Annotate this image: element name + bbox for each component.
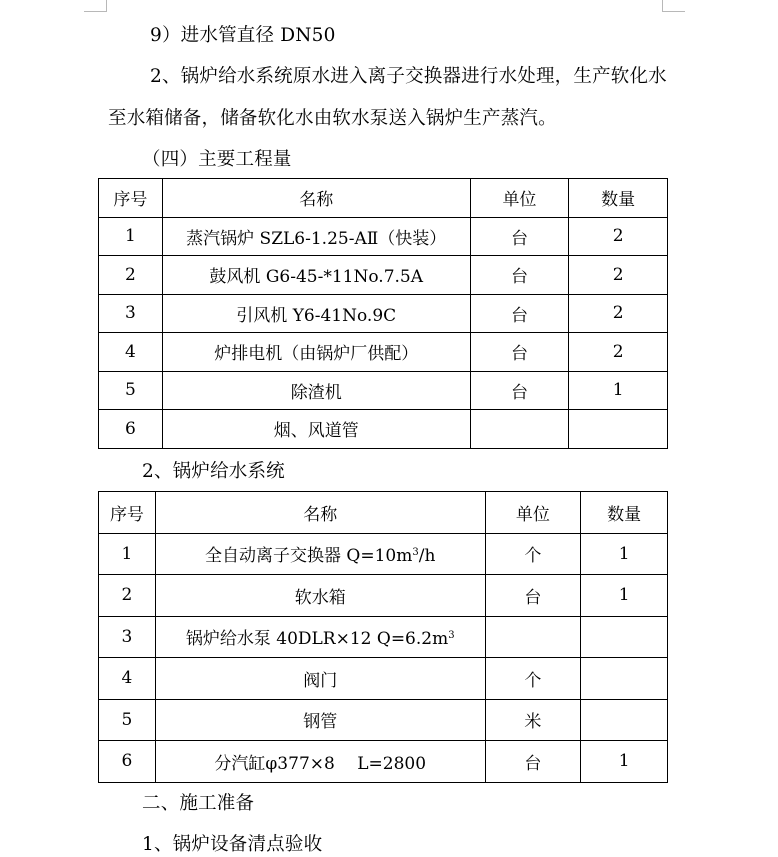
- cell-index: 2: [99, 575, 156, 617]
- table-row: [99, 217, 668, 256]
- cell-quantity: 2: [569, 333, 668, 372]
- cell-unit: 个: [485, 533, 581, 575]
- page-corner-mark-left: [84, 0, 107, 12]
- table-header-row: [99, 179, 668, 218]
- cell-name: 软水箱: [155, 575, 485, 617]
- cell-name: 炉排电机（由锅炉厂供配）: [162, 333, 470, 372]
- cell-index: 5: [99, 371, 163, 410]
- cell-unit: 台: [485, 575, 581, 617]
- cell-name: [155, 616, 485, 658]
- cell-quantity: 1: [581, 575, 668, 617]
- table-row: [99, 699, 668, 741]
- cell-name: 分汽缸φ377×8 L=2800: [155, 741, 485, 783]
- cell-unit: 台: [470, 371, 569, 410]
- unit-per-hour: /h: [418, 546, 436, 567]
- section-heading-quantities: （四）主要工程量: [142, 149, 292, 170]
- cell-index: 2: [99, 256, 163, 295]
- cell-unit: 台: [470, 217, 569, 256]
- cell-unit: 台: [485, 741, 581, 783]
- cell-quantity: [581, 699, 668, 741]
- paragraph-equipment-check: 1、锅炉设备清点验收: [142, 834, 323, 855]
- cell-name: 钢管: [155, 699, 485, 741]
- cell-quantity: 2: [569, 256, 668, 295]
- table-row: [99, 658, 668, 700]
- section-heading-preparation: 二、施工准备: [142, 793, 255, 814]
- cell-name: 烟、风道管: [162, 410, 470, 449]
- cell-name: [155, 533, 485, 575]
- cell-unit: 个: [485, 658, 581, 700]
- table-row: [99, 371, 668, 410]
- cell-name: 蒸汽锅炉 SZL6-1.25-AⅡ（快装）: [162, 217, 470, 256]
- table-row: [99, 410, 668, 449]
- table-header-row: [99, 492, 668, 534]
- paragraph-water-system: 2、锅炉给水系统原水进入离子交换器进行水处理，生产软化水: [150, 66, 667, 87]
- table-row: [99, 256, 668, 295]
- cell-unit: 台: [470, 256, 569, 295]
- cell-unit: 台: [470, 294, 569, 333]
- cell-name: 阀门: [155, 658, 485, 700]
- cell-index: 1: [99, 217, 163, 256]
- cell-name: 鼓风机 G6-45-*11No.7.5A: [162, 256, 470, 295]
- cell-unit: 米: [485, 699, 581, 741]
- cell-quantity: 2: [569, 294, 668, 333]
- header-index: 序号: [99, 492, 156, 534]
- superscript-3: 3: [448, 630, 455, 642]
- cell-name: 引风机 Y6-41No.9C: [162, 294, 470, 333]
- superscript-3: 3: [412, 547, 419, 559]
- header-name: 名称: [162, 179, 470, 218]
- cell-quantity: 1: [581, 741, 668, 783]
- table-row: [99, 741, 668, 783]
- header-name: 名称: [155, 492, 485, 534]
- table-row: [99, 616, 668, 658]
- cell-quantity: [581, 658, 668, 700]
- cell-name-text: 锅炉给水泵 40DLR×12 Q=6.2m: [185, 629, 449, 650]
- cell-index: 6: [99, 741, 156, 783]
- cell-quantity: [581, 616, 668, 658]
- cell-quantity: 2: [569, 217, 668, 256]
- section-heading-feedwater: 2、锅炉给水系统: [142, 461, 285, 482]
- main-quantities-table: [98, 178, 668, 449]
- header-quantity: 数量: [581, 492, 668, 534]
- cell-name-text: 全自动离子交换器 Q=10m: [205, 546, 413, 567]
- cell-quantity: 1: [569, 371, 668, 410]
- cell-unit: [470, 410, 569, 449]
- header-quantity: 数量: [569, 179, 668, 218]
- table-row: [99, 333, 668, 372]
- cell-index: 1: [99, 533, 156, 575]
- paragraph-water-system-cont: 至水箱储备，储备软化水由软水泵送入锅炉生产蒸汽。: [108, 108, 557, 129]
- feedwater-system-table: [98, 491, 668, 783]
- cell-index: 3: [99, 294, 163, 333]
- cell-quantity: [569, 410, 668, 449]
- header-index: 序号: [99, 179, 163, 218]
- cell-name: 除渣机: [162, 371, 470, 410]
- cell-index: 4: [99, 333, 163, 372]
- cell-unit: 台: [470, 333, 569, 372]
- table-row: [99, 575, 668, 617]
- cell-index: 5: [99, 699, 156, 741]
- cell-unit: [485, 616, 581, 658]
- cell-index: 4: [99, 658, 156, 700]
- header-unit: 单位: [485, 492, 581, 534]
- cell-index: 6: [99, 410, 163, 449]
- cell-quantity: 1: [581, 533, 668, 575]
- cell-index: 3: [99, 616, 156, 658]
- header-unit: 单位: [470, 179, 569, 218]
- table-row: [99, 294, 668, 333]
- paragraph-inlet-pipe: 9）进水管直径 DN50: [150, 25, 336, 46]
- page-corner-mark-right: [662, 0, 685, 12]
- table-row: [99, 533, 668, 575]
